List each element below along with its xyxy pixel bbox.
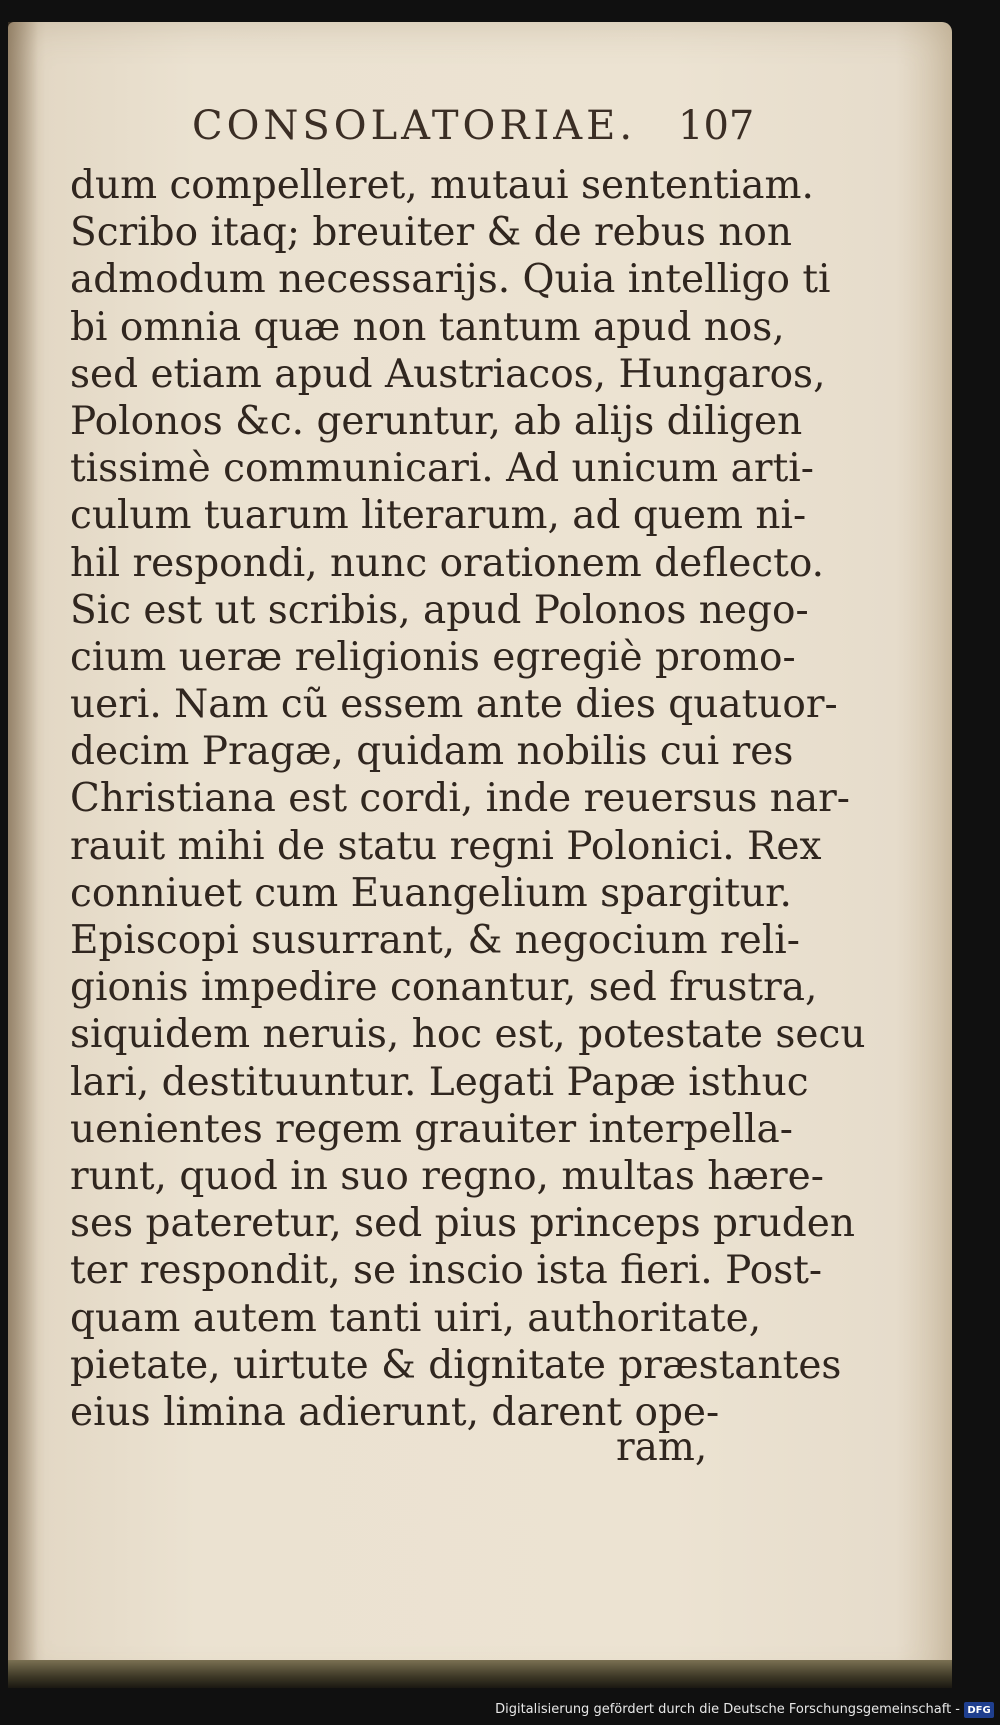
running-title: CONSOLATORIAE. xyxy=(192,103,637,149)
text-line: lari, destituuntur. Legati Papæ isthuc xyxy=(70,1059,809,1105)
text-line: ses pateretur, sed pius princeps pruden xyxy=(70,1201,855,1247)
page-number: 107 xyxy=(678,103,755,149)
text-line: Polonos &c. geruntur, ab alijs diligen xyxy=(70,398,803,444)
text-line: eius limina adierunt, darent ope- xyxy=(70,1389,720,1435)
dfg-logo-icon: DFG xyxy=(964,1702,994,1718)
catchword: ram, xyxy=(616,1425,708,1470)
text-line: pietate, uirtute & dignitate præstantes xyxy=(70,1342,842,1388)
text-line: admodum necessarijs. Quia intelligo ti xyxy=(70,257,831,303)
text-line: Christiana est cordi, inde reuersus nar- xyxy=(70,776,850,822)
page-gutter-shadow xyxy=(8,22,38,1688)
text-line: ueri. Nam cũ essem ante dies quatuor- xyxy=(70,682,838,728)
page-header xyxy=(0,93,1000,153)
text-line: hil respondi, nunc orationem deflecto. xyxy=(70,540,825,586)
text-line: quam autem tanti uiri, authoritate, xyxy=(70,1295,762,1341)
text-line: runt, quod in suo regno, multas hære- xyxy=(70,1153,824,1199)
text-line: Episcopi susurrant, & negocium reli- xyxy=(70,918,800,963)
book-edge-strip xyxy=(8,1660,952,1688)
text-line: Sic est ut scribis, apud Polonos nego- xyxy=(70,587,809,633)
text-line: uenientes regem grauiter interpella- xyxy=(70,1106,793,1152)
text-line: decim Pragæ, quidam nobilis cui res xyxy=(70,729,794,775)
text-line: culum tuarum literarum, ad quem ni- xyxy=(70,493,807,539)
digitization-footer xyxy=(0,1697,1000,1725)
text-line: sed etiam apud Austriacos, Hungaros, xyxy=(70,351,826,397)
funding-credit: Digitalisierung gefördert durch die Deutsche Forschungsgemeinschaft - xyxy=(495,1702,960,1717)
text-line: dum compelleret, mutaui sententiam. xyxy=(70,163,814,208)
text-line: conniuet cum Euangelium spargitur. xyxy=(70,870,792,916)
text-line: bi omnia quæ non tantum apud nos, xyxy=(70,304,785,350)
text-line: siquidem neruis, hoc est, potestate secu xyxy=(70,1012,866,1058)
text-line: cium ueræ religionis egregiè promo- xyxy=(70,634,796,680)
text-line: tissimè communicari. Ad unicum arti- xyxy=(70,446,814,492)
text-line: ter respondit, se inscio ista fieri. Post- xyxy=(70,1248,823,1294)
text-line: gionis impedire conantur, sed frustra, xyxy=(70,965,818,1011)
text-line: rauit mihi de statu regni Polonici. Rex xyxy=(70,823,822,869)
body-text xyxy=(70,162,866,1436)
text-line: Scribo itaq; breuiter & de rebus non xyxy=(70,210,792,256)
